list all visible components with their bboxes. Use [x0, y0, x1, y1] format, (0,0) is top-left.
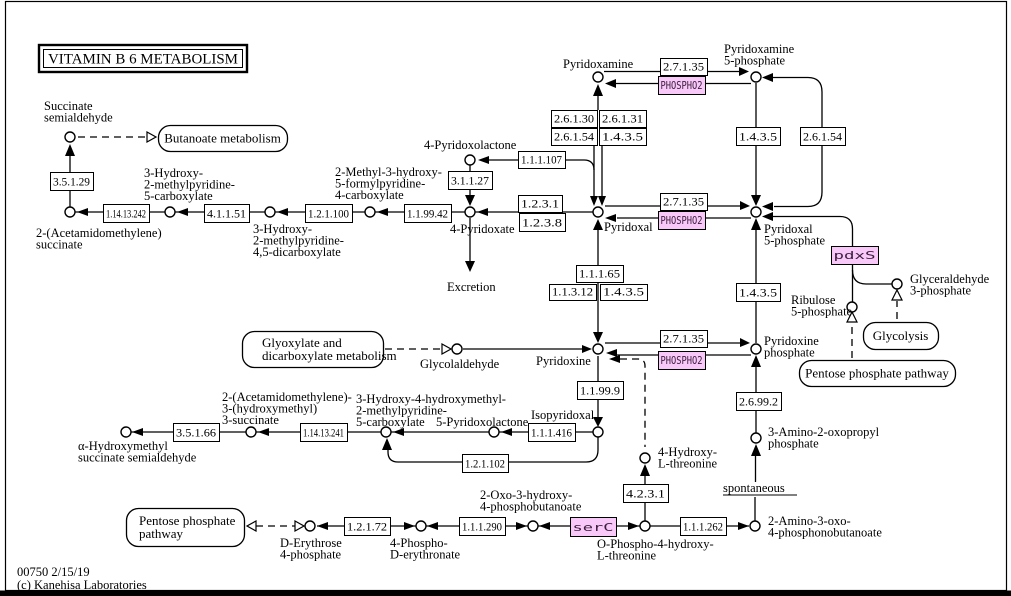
ec-box-1.4.3.5[interactable]	[737, 284, 781, 302]
ec-box-2.7.1.35[interactable]	[661, 194, 708, 211]
ec-number: 1.14.13.241	[303, 425, 344, 440]
label-3-amino-2-oxopropyl-phosphate	[768, 425, 880, 451]
ec-box-2.6.1.54[interactable]	[801, 128, 846, 146]
ec-box-4.1.1.51[interactable]	[205, 205, 250, 223]
ec-number: 1.4.3.5	[739, 285, 777, 300]
label-3-hydroxy-2-methylpyridine-5-carboxylate	[144, 166, 235, 203]
compound-pyridoxal-5-phosphate[interactable]	[751, 207, 761, 217]
pathway-box-pentose-phosphate-pathway[interactable]	[800, 361, 956, 387]
label-pyridoxamine-5-phosphate	[724, 42, 795, 68]
pathway-title-box	[39, 45, 247, 72]
label-glycolaldehyde	[420, 357, 500, 371]
gene-name: PHOSPHO2	[660, 80, 703, 92]
compound-pyridoxine-phosphate[interactable]	[751, 344, 761, 354]
ec-number: 1.4.3.5	[602, 129, 643, 144]
label-pyridoxal	[604, 220, 653, 234]
ec-box-3.5.1.66[interactable]	[174, 424, 220, 442]
label-alpha-hydroxymethyl-succinate-semialdehyde	[78, 439, 197, 465]
compound-label-line: 5-phosphate	[791, 304, 853, 319]
label-pyridoxamine	[563, 57, 634, 71]
label-4-pyridoxate	[450, 222, 515, 236]
compound-label-line: spontaneous	[723, 481, 785, 495]
compound-label-line: 5-carboxylate	[356, 415, 425, 429]
ec-box-1.1.1.65[interactable]	[577, 266, 624, 283]
ec-number: 1.1.1.262	[683, 519, 723, 534]
compound-label-line: 5-carboxylate	[144, 189, 213, 203]
ec-number: 4.1.1.51	[207, 206, 246, 221]
ec-box-1.2.1.100[interactable]	[306, 205, 353, 223]
compound-label-line: 4-Phospho-	[390, 536, 448, 550]
compound-succinate-semialdehyde[interactable]	[65, 132, 75, 142]
ec-number: 2.7.1.35	[663, 59, 704, 74]
compound-4-pyridoxate[interactable]	[465, 207, 475, 217]
compound-label-line: Succinate	[44, 99, 93, 113]
compound-label-line: Ribulose	[791, 293, 836, 307]
compound-label-line: 3-Hydroxy-	[253, 222, 313, 236]
compound-pyridoxamine-5-phosphate[interactable]	[751, 72, 761, 82]
gene-box-PHOSPHO2[interactable]	[659, 212, 706, 230]
ec-box-2.7.1.35[interactable]	[661, 331, 708, 348]
ec-number: 1.1.1.107	[521, 152, 562, 167]
compound-label-line: 2-Oxo-3-hydroxy-	[480, 488, 573, 502]
ec-box-1.1.3.12[interactable]	[550, 285, 597, 301]
compound-3-amino-2-oxopropyl-phosphate[interactable]	[751, 433, 761, 443]
map-id-date: 00750 2/15/19	[17, 565, 90, 579]
compound-label-line: Pyridoxine	[536, 354, 591, 368]
copyright: (c) Kanehisa Laboratories	[17, 578, 147, 592]
ec-box-1.2.1.102[interactable]	[463, 455, 509, 473]
label-pyridoxal-5-phosphate	[764, 222, 826, 248]
label-4-pyridoxolactone	[424, 138, 517, 152]
label-3-hydroxy-2-methylpyridine-4-5-dicarboxylate	[253, 222, 344, 259]
ec-number: 1.2.3.8	[522, 215, 562, 230]
compound-label-line: Pyridoxamine	[563, 57, 634, 71]
ec-number: 3.5.1.29	[53, 174, 90, 189]
ec-number: 1.1.99.9	[580, 383, 620, 398]
label-pyridoxine-phosphate	[764, 334, 819, 360]
compound-3-hydroxy-2-methylpyridine-5-carboxylate[interactable]	[165, 207, 175, 217]
compound-label-line: succinate semialdehyde	[78, 450, 197, 465]
compound-label-line: 4,5-dicarboxylate	[253, 245, 341, 259]
ec-number: 2.7.1.35	[663, 331, 704, 346]
compound-label-line: 4-Pyridoxolactone	[424, 138, 517, 152]
ec-box-1.4.3.5[interactable]	[600, 129, 647, 146]
compound-2-acetamidomethylene-3-hydroxymethyl-3-succinate[interactable]	[246, 427, 256, 437]
ec-box-2.6.1.54[interactable]	[552, 129, 598, 146]
label-glyceraldehyde-3-phosphate	[910, 272, 990, 298]
compound-label-line: phosphate	[768, 436, 819, 451]
compound-4-phospho-d-erythronate[interactable]	[416, 521, 426, 531]
label-o-phospho-4-hydroxy-l-threonine	[597, 537, 714, 563]
gene-box-PHOSPHO2[interactable]	[659, 77, 706, 95]
ec-box-1.4.3.5[interactable]	[737, 128, 781, 146]
gene-name: PHOSPHO2	[660, 215, 703, 227]
compound-label-line: 4-phosphobutanoate	[480, 499, 582, 514]
ec-box-1.2.3.8[interactable]	[520, 214, 566, 232]
ec-box-1.1.1.107[interactable]	[519, 152, 566, 169]
ec-number: 2.6.1.31	[602, 111, 643, 126]
label-d-erythrose-4-phosphate	[280, 536, 342, 562]
compound-3-hydroxy-2-methylpyridine-4-5-dicarboxylate[interactable]	[265, 207, 275, 217]
gene-name: pdxS	[833, 250, 876, 262]
ec-box-2.6.1.31[interactable]	[600, 111, 647, 128]
compound-label-line: Glycolaldehyde	[420, 357, 500, 371]
compound-label-line: 5-phosphate	[764, 233, 826, 248]
label-ribulose-5-phosphate	[791, 293, 853, 319]
ec-box-1.1.1.262[interactable]	[681, 518, 727, 536]
pathway-box-butanoate-metabolism[interactable]	[159, 126, 288, 152]
ec-box-1.4.3.5[interactable]	[601, 285, 648, 301]
ec-box-1.14.13.241[interactable]	[301, 424, 348, 442]
pathway-box-glyoxylate-and-dicarboxylate-metabolism[interactable]	[243, 332, 397, 368]
ec-box-2.6.99.2[interactable]	[737, 393, 782, 411]
compound-label-line: 4-Pyridoxate	[450, 222, 515, 236]
compound-2-acetamidomethylene-succinate[interactable]	[65, 207, 75, 217]
compound-label-line: 2-(Acetamidomethylene)	[36, 226, 162, 240]
compound-pyridoxal[interactable]	[593, 207, 603, 217]
compound-2-methyl-3-hydroxy-5-formylpyridine-4-carboxylate[interactable]	[365, 207, 375, 217]
compound-label-line: Pyridoxine	[764, 334, 819, 348]
label-excretion	[447, 280, 496, 294]
compound-label-line: D-erythronate	[390, 547, 461, 562]
ec-number: 1.1.1.290	[462, 519, 502, 534]
label-5-pyridoxolactone	[436, 415, 529, 429]
compound-label-line: Isopyridoxal	[531, 408, 595, 422]
ec-number: 4.2.3.1	[626, 486, 665, 501]
label-2-amino-3-oxo-4-phosphonobutanoate	[768, 514, 882, 540]
compound-label-line: semialdehyde	[44, 110, 113, 125]
compound-label-line: 2-(Acetamidomethylene)-	[222, 390, 352, 404]
compound-label-line: Pyridoxamine	[724, 42, 795, 56]
compound-label-line: α-Hydroxymethyl	[78, 439, 168, 453]
compound-label-line: succinate	[36, 237, 83, 252]
label-pyridoxine	[536, 354, 591, 368]
ec-number: 1.4.3.5	[739, 129, 777, 144]
gene-box-PHOSPHO2[interactable]	[659, 352, 706, 370]
label-2-acetamidomethylene-3-hydroxymethyl-3-succinate	[222, 390, 352, 427]
compound-label-line: 5-phosphate	[724, 53, 786, 68]
compound-label-line: 2-Amino-3-oxo-	[768, 514, 851, 528]
compound-alpha-hydroxymethyl-succinate-semialdehyde[interactable]	[121, 427, 131, 437]
compound-label-line: phosphate	[764, 345, 815, 360]
compound-glycolaldehyde[interactable]	[452, 344, 462, 354]
pathway-box-label: Pentose phosphate pathway	[805, 365, 949, 381]
compound-label-line: Glyceraldehyde	[910, 272, 990, 286]
compound-label-line: 2-methylpyridine-	[253, 233, 344, 248]
ec-box-2.7.1.35[interactable]	[661, 59, 708, 76]
ec-number: 3.1.1.27	[451, 173, 489, 188]
ec-number: 1.1.99.42	[407, 206, 448, 221]
compound-label-line: Pyridoxal	[604, 220, 653, 234]
ec-box-4.2.3.1[interactable]	[624, 485, 669, 503]
ec-box-1.1.99.42[interactable]	[405, 205, 452, 223]
label-isopyridoxal	[531, 408, 595, 422]
pathway-box-pentose-phosphate-pathway-2[interactable]	[127, 509, 245, 547]
ec-number: 1.14.13.242	[106, 206, 146, 221]
compound-2-oxo-3-hydroxy-4-phosphobutanoate[interactable]	[528, 521, 538, 531]
compound-label-line: 5-formylpyridine-	[335, 176, 426, 191]
gene-box-pdxS[interactable]	[832, 247, 879, 265]
compound-o-phospho-4-hydroxy-l-threonine[interactable]	[640, 521, 650, 531]
label-2-methyl-3-hydroxy-5-formylpyridine-4-carboxylate	[335, 165, 442, 202]
label-4-hydroxy-l-threonine	[658, 445, 717, 471]
compound-label-line: 2-methylpyridine-	[144, 177, 235, 192]
pathway-box-label: Glycolysis	[872, 328, 929, 343]
pathway-box-label: dicarboxylate metabolism	[262, 348, 397, 363]
ec-box-1.2.1.72[interactable]	[345, 518, 391, 536]
ec-number: 1.1.1.416	[531, 425, 572, 440]
label-spontaneous	[723, 481, 797, 495]
compound-label-line: 4-phosphate	[280, 547, 342, 562]
compound-pyridoxamine[interactable]	[593, 72, 603, 82]
compound-label-line: 4-phosphonobutanoate	[768, 525, 882, 540]
ec-number: 1.1.1.65	[579, 266, 620, 281]
ec-number: 2.6.1.54	[554, 129, 594, 144]
ec-number: 1.2.1.102	[465, 456, 505, 471]
compound-label-line: L-threonine	[658, 456, 718, 471]
ec-box-3.5.1.29[interactable]	[51, 173, 94, 191]
label-4-phospho-d-erythronate	[390, 536, 461, 562]
compound-label-line: Pyridoxal	[764, 222, 813, 236]
ec-number: 1.2.1.100	[308, 206, 349, 221]
pathway-box-glycolysis[interactable]	[864, 323, 939, 350]
ec-number: 1.2.3.1	[521, 196, 559, 211]
pathway-box-label: Pentose phosphate	[139, 513, 236, 528]
ec-box-1.1.1.416[interactable]	[529, 424, 576, 442]
ec-number: 3.5.1.66	[176, 425, 216, 440]
compound-isopyridoxal[interactable]	[593, 427, 603, 437]
compound-label-line: 5-Pyridoxolactone	[436, 415, 529, 429]
compound-label-line: O-Phospho-4-hydroxy-	[597, 537, 714, 551]
compound-pyridoxine[interactable]	[593, 344, 603, 354]
ec-number: 2.6.1.30	[554, 111, 594, 126]
ec-number: 2.6.99.2	[739, 394, 778, 409]
label-2-acetamidomethylene-succinate	[36, 226, 162, 252]
gene-name: PHOSPHO2	[660, 355, 703, 367]
compound-label-line: L-threonine	[597, 548, 657, 563]
compound-label-line: 3-Amino-2-oxopropyl	[768, 425, 880, 439]
gene-box-serC[interactable]	[571, 518, 617, 537]
compound-label-line: 3-(hydroxymethyl)	[222, 401, 318, 416]
ec-number: 2.6.1.54	[803, 129, 842, 144]
compound-label-line: Excretion	[447, 280, 496, 294]
compound-label-line: 2-Methyl-3-hydroxy-	[335, 165, 442, 179]
pathway-box-label: Butanoate metabolism	[164, 130, 281, 146]
ec-number: 1.4.3.5	[603, 284, 644, 299]
label-succinate-semialdehyde	[44, 99, 113, 125]
compound-glyceraldehyde-3-phosphate[interactable]	[892, 279, 902, 289]
compound-label-line: 3-phosphate	[910, 283, 972, 298]
ec-number: 1.1.3.12	[552, 284, 593, 299]
compound-label-line: 2-methylpyridine-	[356, 403, 447, 418]
page-title: VITAMIN B 6 METABOLISM	[48, 51, 239, 68]
compound-4-hydroxy-l-threonine[interactable]	[640, 453, 650, 463]
ec-box-2.6.1.30[interactable]	[552, 111, 598, 128]
compound-label-line: 4-carboxylate	[335, 188, 404, 202]
ec-box-3.1.1.27[interactable]	[449, 172, 493, 190]
ec-number: 2.7.1.35	[663, 194, 704, 209]
compound-label-line: 4-Hydroxy-	[658, 445, 718, 459]
ec-box-1.1.1.290[interactable]	[460, 518, 506, 536]
compound-label-line: 3-succinate	[222, 413, 279, 427]
compound-4-pyridoxolactone[interactable]	[465, 155, 475, 165]
pathway-box-label: pathway	[139, 526, 184, 541]
compound-2-amino-3-oxo-4-phosphonobutanoate[interactable]	[750, 521, 760, 531]
compound-d-erythrose-4-phosphate[interactable]	[305, 521, 315, 531]
footer	[17, 565, 147, 592]
label-2-oxo-3-hydroxy-4-phosphobutanoate	[480, 488, 582, 514]
ec-box-1.14.13.242[interactable]	[104, 205, 150, 223]
gene-name: serC	[572, 522, 614, 534]
compound-label-line: 3-Hydroxy-4-hydroxymethyl-	[356, 392, 506, 406]
compound-label-line: D-Erythrose	[280, 536, 342, 550]
ec-box-1.1.99.9[interactable]	[578, 382, 624, 400]
pathway-box-label: Glyoxylate and	[262, 335, 342, 350]
compound-label-line: 3-Hydroxy-	[144, 166, 204, 180]
ec-box-1.2.3.1[interactable]	[519, 196, 563, 213]
ec-number: 1.2.1.72	[347, 519, 387, 534]
